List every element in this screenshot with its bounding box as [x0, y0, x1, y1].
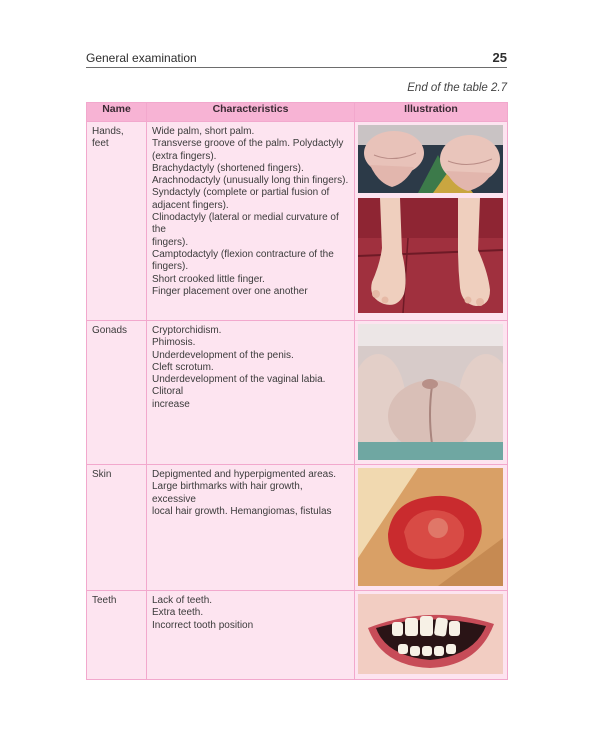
characteristic-line: (extra fingers).: [152, 150, 217, 162]
hands-photo: [358, 125, 503, 193]
characteristic-line: Short crooked little finger.: [152, 273, 265, 285]
page-number: 25: [492, 50, 507, 65]
column-header-characteristics: Characteristics: [147, 103, 355, 122]
row-illustration: [355, 321, 508, 465]
anomalies-table: [86, 102, 508, 680]
characteristic-line: increase: [152, 398, 190, 410]
characteristic-line: Underdevelopment of the penis.: [152, 349, 294, 361]
characteristic-line: Underdevelopment of the vaginal labia. Clitoral: [152, 374, 326, 398]
characteristic-line: Clinodactyly (lateral or medial curvature of the: [152, 212, 339, 236]
characteristic-line: Large birthmarks with hair growth, excessive: [152, 481, 303, 505]
characteristic-line: Transverse groove of the palm. Polydactyly: [152, 138, 344, 150]
characteristic-line: Cleft scrotum.: [152, 361, 214, 373]
table-row-hands-feet: [87, 122, 508, 321]
feet-photo: [358, 198, 503, 313]
characteristic-line: Finger placement over one another: [152, 285, 308, 297]
row-name: Teeth: [87, 591, 147, 680]
characteristic-line: Syndactyly (complete or partial fusion of: [152, 187, 330, 199]
running-header-title: General examination: [86, 51, 197, 65]
row-name: Gonads: [87, 321, 147, 465]
characteristic-line: Incorrect tooth position: [152, 619, 254, 631]
characteristic-line: Arachnodactyly (unusually long thin fingers).: [152, 175, 349, 187]
row-characteristics: [147, 465, 355, 591]
column-header-illustration: Illustration: [355, 103, 508, 122]
row-name: Hands, feet: [87, 122, 147, 321]
characteristic-line: Cryptorchidism.: [152, 325, 222, 336]
characteristic-line: Phimosis.: [152, 337, 196, 349]
row-characteristics: [147, 122, 355, 321]
characteristic-line: Wide palm, short palm.: [152, 126, 255, 137]
hemangioma-photo: [358, 468, 503, 586]
table-row-gonads: [87, 321, 508, 465]
row-illustration: [355, 591, 508, 680]
row-characteristics: [147, 591, 355, 680]
row-name: Skin: [87, 465, 147, 591]
row-characteristics: [147, 321, 355, 465]
characteristic-line: fingers).: [152, 261, 189, 273]
characteristic-line: local hair growth. Hemangiomas, fistulas: [152, 505, 332, 517]
characteristic-line: adjacent fingers).: [152, 199, 229, 211]
column-header-name: Name: [87, 103, 147, 122]
teeth-photo: [358, 594, 503, 674]
table-row-teeth: [87, 591, 508, 680]
characteristic-line: Brachydactyly (shortened fingers).: [152, 162, 304, 174]
characteristic-line: Camptodactyly (flexion contracture of the: [152, 248, 334, 260]
characteristic-line: Lack of teeth.: [152, 595, 213, 606]
table-header-row: [87, 103, 508, 122]
row-illustration: [355, 465, 508, 591]
characteristic-line: Depigmented and hyperpigmented areas.: [152, 469, 337, 480]
table-caption: End of the table 2.7: [407, 82, 507, 94]
characteristic-line: Extra teeth.: [152, 607, 204, 619]
characteristic-line: fingers).: [152, 236, 189, 248]
header-rule: [86, 67, 507, 68]
row-illustration: [355, 122, 508, 321]
table-row-skin: [87, 465, 508, 591]
genital-photo: [358, 324, 503, 460]
